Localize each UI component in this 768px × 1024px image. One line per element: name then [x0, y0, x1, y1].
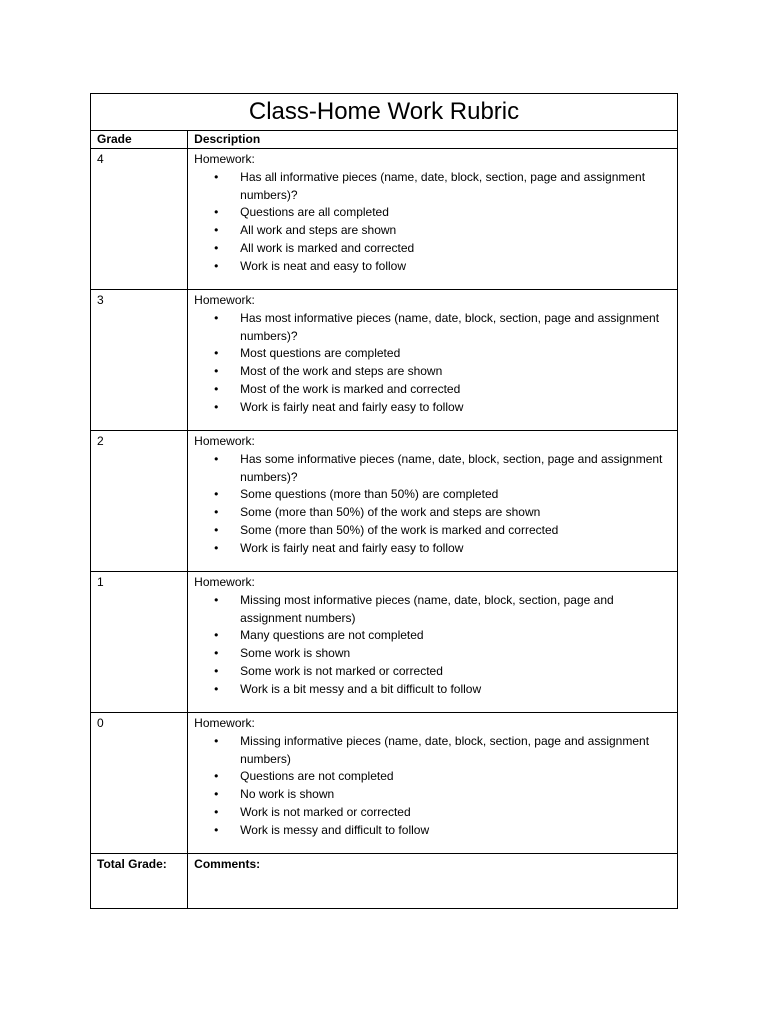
bullet-icon: •: [214, 592, 219, 607]
bullet-icon: •: [214, 522, 219, 537]
criteria-list: [194, 310, 671, 417]
criterion-text: All work is marked and corrected: [240, 240, 415, 255]
rubric-row-grade-4: [91, 149, 678, 290]
list-item: [194, 592, 671, 628]
bullet-icon: •: [214, 258, 219, 273]
criterion-text: Missing most informative pieces (name, date, block, section, page and assignment numbers): [240, 592, 614, 625]
criterion-text: Most of the work is marked and corrected: [240, 381, 461, 396]
list-item: [194, 169, 671, 205]
bullet-icon: •: [214, 399, 219, 414]
list-item: [194, 804, 671, 822]
list-item: [194, 258, 671, 276]
bullet-icon: •: [214, 346, 219, 361]
criterion-text: Most questions are completed: [240, 346, 401, 361]
bullet-icon: •: [214, 169, 219, 184]
rubric-row-grade-0: [91, 713, 678, 854]
bullet-icon: •: [214, 822, 219, 837]
list-item: [194, 310, 671, 346]
list-item: [194, 345, 671, 363]
grade-value: 0: [91, 713, 188, 854]
criteria-list: [194, 451, 671, 558]
criterion-text: Work is a bit messy and a bit difficult to follow: [240, 681, 482, 696]
bullet-icon: •: [214, 451, 219, 466]
header-row: [91, 131, 678, 149]
criterion-text: Work is fairly neat and fairly easy to follow: [240, 399, 464, 414]
list-item: [194, 204, 671, 222]
list-item: [194, 399, 671, 417]
list-item: [194, 381, 671, 399]
homework-label: Homework:: [194, 434, 255, 448]
bullet-icon: •: [214, 733, 219, 748]
criterion-text: Missing informative pieces (name, date, block, section, page and assignment numbers): [240, 733, 650, 766]
rubric-row-grade-3: [91, 290, 678, 431]
criterion-text: Most of the work and steps are shown: [240, 364, 443, 379]
bullet-icon: •: [214, 804, 219, 819]
criterion-text: Many questions are not completed: [240, 628, 424, 643]
bullet-icon: •: [214, 310, 219, 325]
criterion-text: Has most informative pieces (name, date, block, section, page and assignment numbers)?: [240, 310, 660, 343]
grade-value: 2: [91, 431, 188, 572]
total-row: [91, 854, 678, 909]
comments-label: Comments:: [188, 854, 678, 909]
criterion-text: Some work is not marked or corrected: [240, 663, 443, 678]
list-item: [194, 540, 671, 558]
homework-label: Homework:: [194, 152, 255, 166]
criterion-text: Some work is shown: [240, 646, 351, 661]
criterion-text: Questions are not completed: [240, 769, 394, 784]
list-item: [194, 522, 671, 540]
criteria-list: [194, 169, 671, 276]
homework-label: Homework:: [194, 575, 255, 589]
bullet-icon: •: [214, 769, 219, 784]
bullet-icon: •: [214, 540, 219, 555]
list-item: [194, 822, 671, 840]
criterion-text: Work is messy and difficult to follow: [240, 822, 430, 837]
list-item: [194, 663, 671, 681]
grade-column-header: Grade: [91, 131, 188, 149]
list-item: [194, 733, 671, 769]
bullet-icon: •: [214, 205, 219, 220]
total-grade-label: Total Grade:: [91, 854, 188, 909]
bullet-icon: •: [214, 787, 219, 802]
list-item: [194, 786, 671, 804]
criterion-text: Questions are all completed: [240, 205, 389, 220]
list-item: [194, 627, 671, 645]
bullet-icon: •: [214, 487, 219, 502]
description-cell: [188, 149, 678, 290]
rubric-row-grade-1: [91, 572, 678, 713]
description-cell: [188, 713, 678, 854]
criterion-text: Has some informative pieces (name, date, block, section, page and assignment numbers)?: [240, 451, 663, 484]
list-item: [194, 451, 671, 487]
bullet-icon: •: [214, 646, 219, 661]
list-item: [194, 222, 671, 240]
criterion-text: All work and steps are shown: [240, 223, 397, 238]
list-item: [194, 504, 671, 522]
description-cell: [188, 290, 678, 431]
homework-label: Homework:: [194, 293, 255, 307]
bullet-icon: •: [214, 681, 219, 696]
criterion-text: Work is neat and easy to follow: [240, 258, 407, 273]
criterion-text: Has all informative pieces (name, date, block, section, page and assignment numbers)?: [240, 169, 646, 202]
grade-value: 1: [91, 572, 188, 713]
grade-value: 3: [91, 290, 188, 431]
bullet-icon: •: [214, 381, 219, 396]
title-row: [91, 94, 678, 131]
list-item: [194, 363, 671, 381]
bullet-icon: •: [214, 364, 219, 379]
rubric-table: [90, 93, 678, 909]
list-item: [194, 486, 671, 504]
criterion-text: No work is shown: [240, 787, 335, 802]
grade-value: 4: [91, 149, 188, 290]
description-column-header: Description: [188, 131, 678, 149]
criteria-list: [194, 592, 671, 699]
list-item: [194, 681, 671, 699]
criterion-text: Some (more than 50%) of the work and steps are shown: [240, 505, 541, 520]
bullet-icon: •: [214, 628, 219, 643]
bullet-icon: •: [214, 223, 219, 238]
page-title: Class-Home Work Rubric: [91, 94, 678, 131]
bullet-icon: •: [214, 240, 219, 255]
description-cell: [188, 572, 678, 713]
bullet-icon: •: [214, 663, 219, 678]
bullet-icon: •: [214, 505, 219, 520]
criterion-text: Work is fairly neat and fairly easy to follow: [240, 540, 464, 555]
criterion-text: Some questions (more than 50%) are completed: [240, 487, 499, 502]
criteria-list: [194, 733, 671, 840]
description-cell: [188, 431, 678, 572]
list-item: [194, 768, 671, 786]
rubric-row-grade-2: [91, 431, 678, 572]
list-item: [194, 645, 671, 663]
criterion-text: Some (more than 50%) of the work is marked and corrected: [240, 522, 559, 537]
homework-label: Homework:: [194, 716, 255, 730]
list-item: [194, 240, 671, 258]
criterion-text: Work is not marked or corrected: [240, 804, 411, 819]
